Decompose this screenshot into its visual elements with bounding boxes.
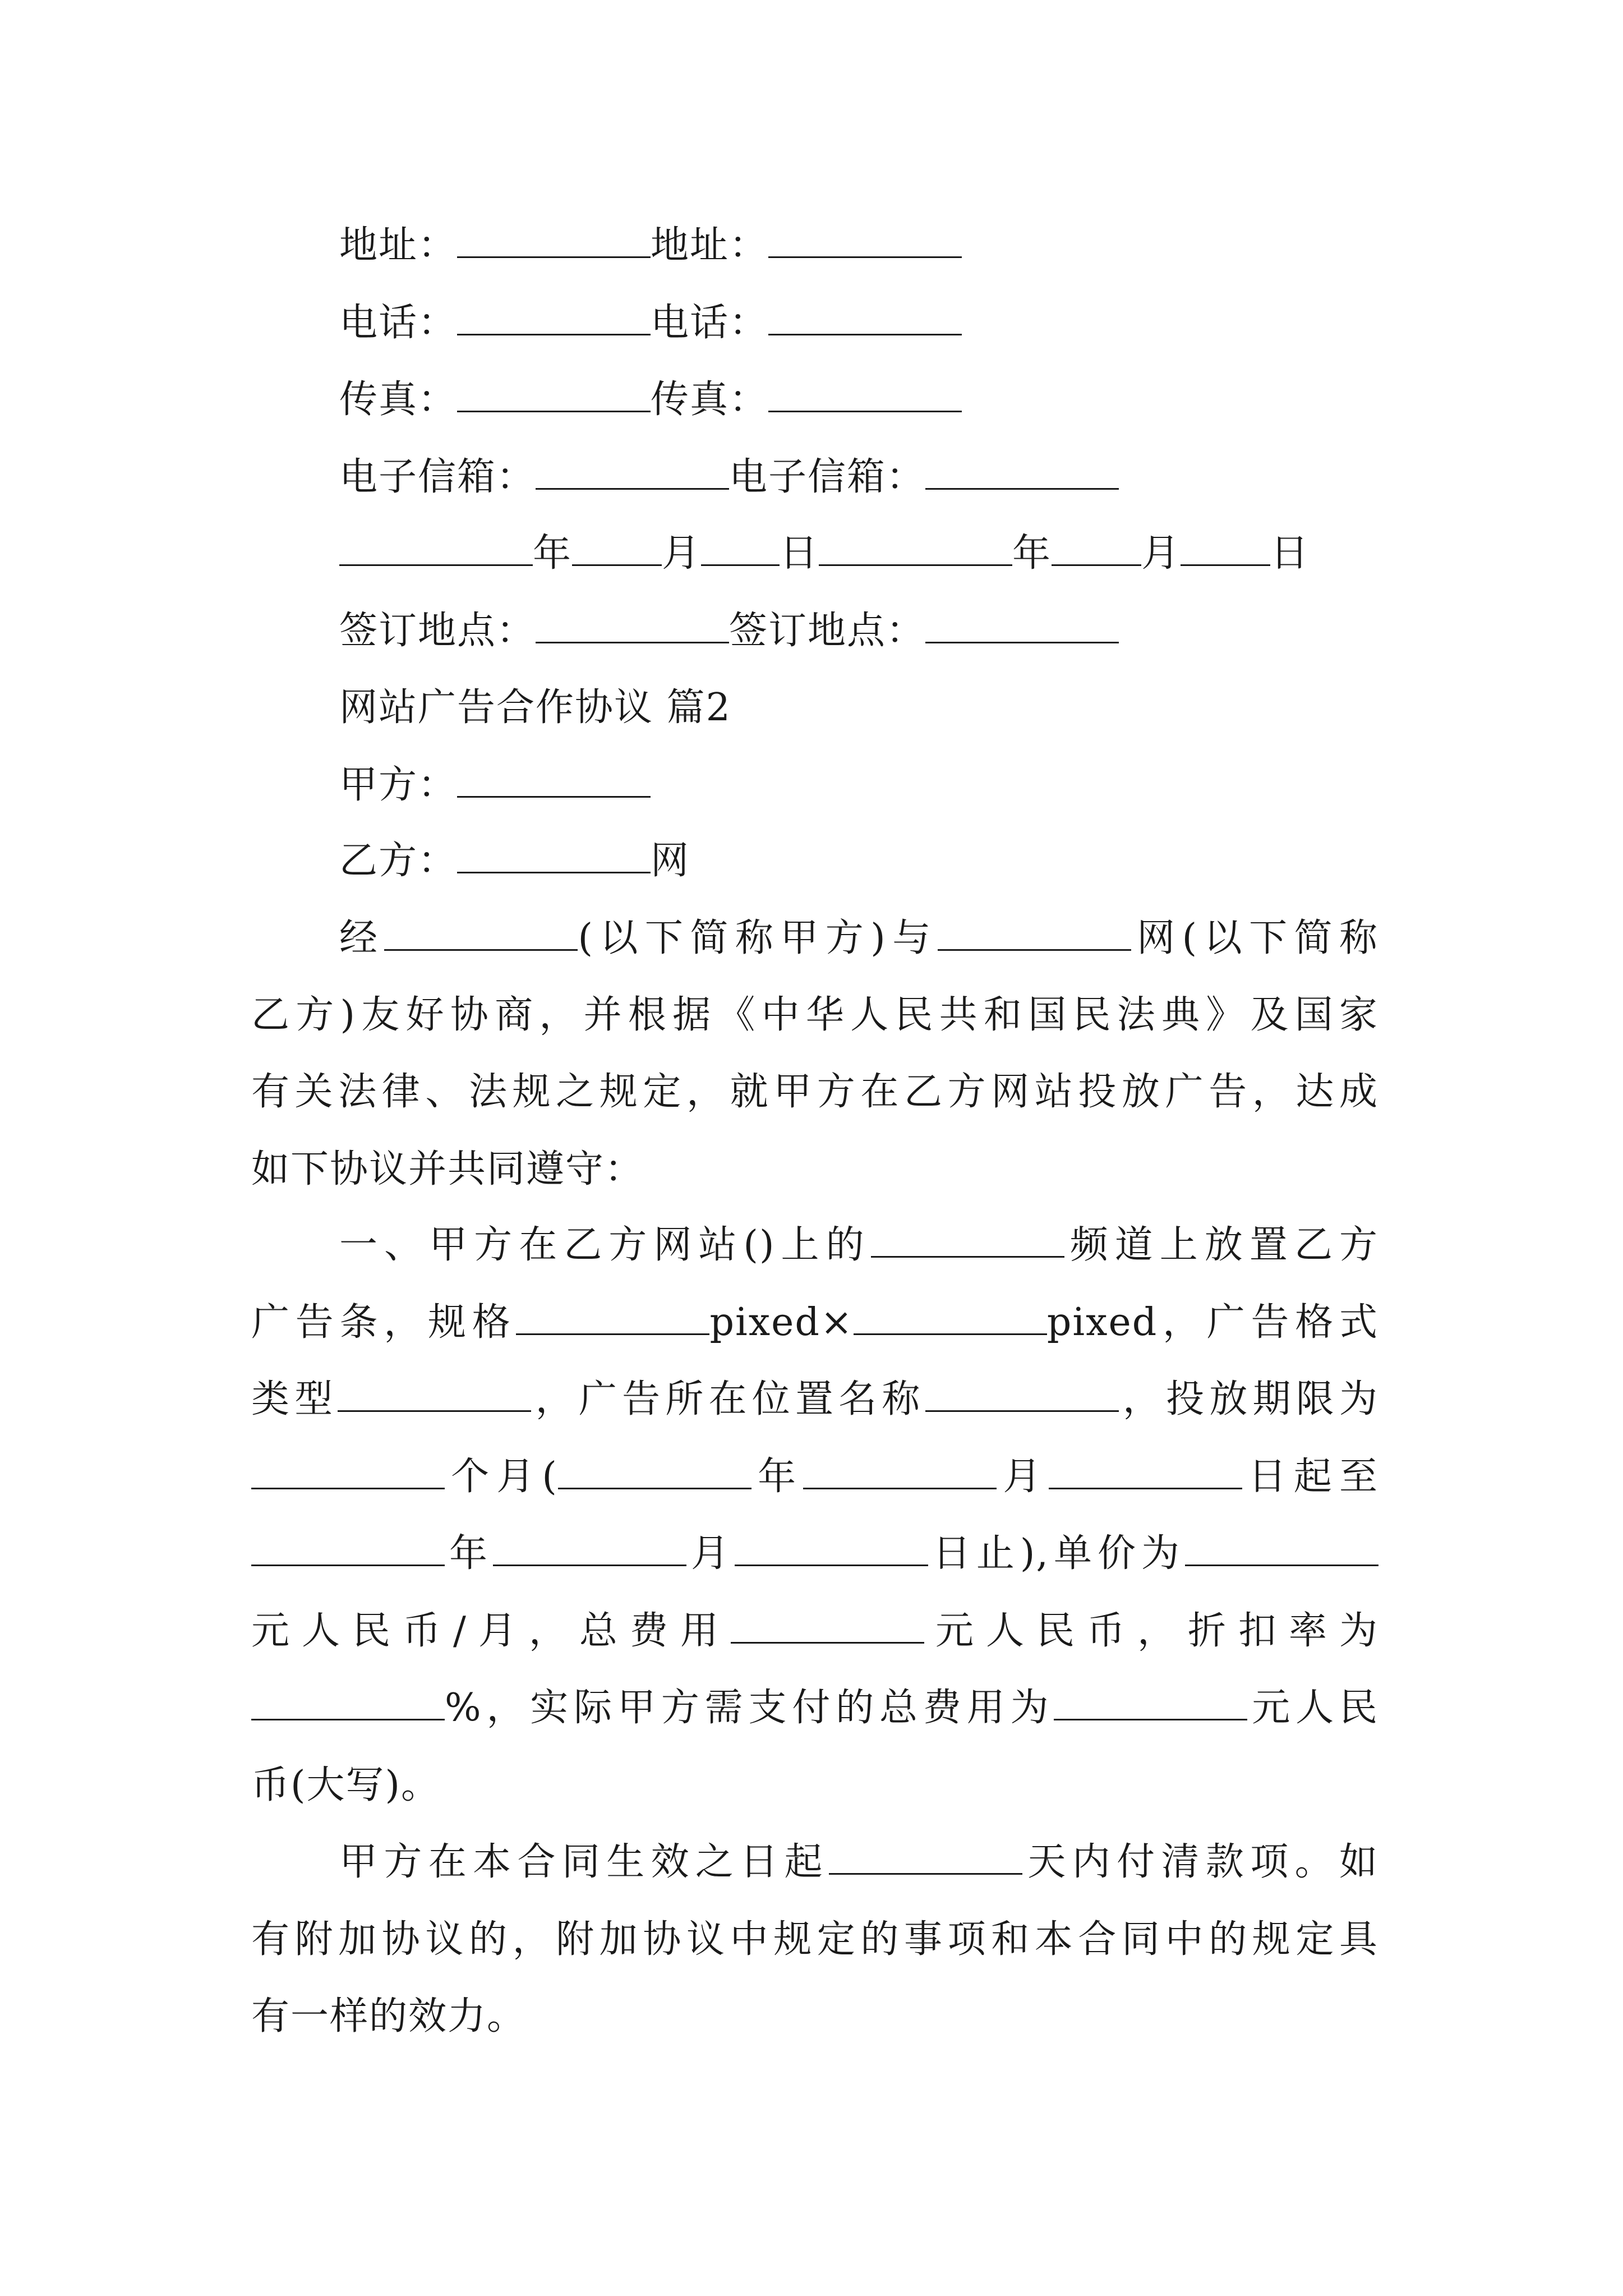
date-year-blank-b [819,535,1012,566]
party-a-row [339,763,1378,808]
clause1-line-8 [251,1763,1378,1808]
clause1-line-7 [251,1686,1378,1731]
address-label-b: 地址： [651,223,769,268]
date-day-blank-a [701,535,780,566]
fax-label-b: 传真： [651,378,769,422]
clause1-text-g1: %，实际甲方需支付的总费用为 [445,1686,1054,1730]
clause1-line-4 [251,1455,1378,1499]
signing-place-blank-b [925,613,1119,643]
email-row [339,455,1378,500]
clause1-text-b2: pixed× [709,1300,854,1345]
clause1-text-c2: ，广告所在位置名称 [531,1377,925,1421]
address-blank-a [457,227,651,258]
phone-row [339,301,1378,346]
intro-text-1: 经 [339,916,385,960]
intro-text-line-4: 如下协议并共同遵守： [251,1147,644,1191]
clause1-blank-width [516,1304,709,1335]
clause1-text-e3: 日止),单价为 [928,1531,1185,1576]
clause1-blank-end-year [251,1535,445,1566]
fax-blank-a [457,381,651,412]
clause1-text-b3: pixed，广告格式 [1046,1300,1378,1345]
party-b-label: 乙方： [339,839,458,883]
clause1-text-c3: ，投放期限为 [1118,1377,1378,1421]
clause1-blank-format [338,1381,531,1412]
clause1-blank-start-month [803,1458,997,1489]
clause1-text-d4: 日起至 [1242,1455,1378,1499]
phone-blank-b [768,305,962,335]
clause1-line-3 [251,1377,1378,1422]
signing-place-row [339,609,1378,654]
signing-place-label-a: 签订地点： [339,609,536,653]
clause1-blank-end-month [493,1535,686,1566]
clause1-text-f1: 元人民币/月，总费用 [251,1609,731,1653]
clause1-blank-total [731,1613,924,1644]
party-a-label: 甲方： [339,763,458,807]
clause1-text-f2: 元人民币，折扣率为 [924,1609,1378,1653]
intro-text-line-2: 乙方)友好协商，并根据《中华人民共和国民法典》及国家 [251,993,1378,1037]
phone-label-a: 电话： [339,301,458,345]
intro-blank-2 [938,920,1131,951]
clause1-text-d1: 个月( [445,1455,558,1499]
intro-text-3: 网(以下简称 [1131,916,1378,960]
payment-blank-days [829,1844,1022,1875]
date-month-blank-a [572,535,662,566]
clause1-text-a1: 一、甲方在乙方网站()上的 [339,1223,871,1267]
party-b-suffix: 网 [651,839,690,883]
fax-blank-b [768,381,962,412]
payment-text-line-3: 有一样的效力。 [251,1994,527,2039]
date-day-label-a: 日 [780,531,819,576]
signing-place-blank-a [536,613,729,643]
email-blank-b [925,459,1119,490]
party-a-blank [457,767,651,798]
clause1-blank-discount [251,1690,445,1720]
clause1-blank-unit-price [1185,1535,1378,1566]
intro-line-1 [339,916,1378,961]
phone-label-b: 电话： [651,301,769,345]
fax-row [339,378,1378,422]
date-day-label-b: 日 [1270,531,1310,576]
intro-blank-1 [384,920,578,951]
clause1-blank-height [854,1304,1047,1335]
clause1-text-d3: 月 [997,1455,1049,1499]
email-blank-a [536,459,729,490]
date-day-blank-b [1181,535,1270,566]
clause1-line-5 [251,1531,1378,1576]
agreement-title [339,685,1378,730]
payment-text-a2: 天内付清款项。如 [1022,1840,1378,1884]
date-year-blank-a [339,535,533,566]
clause1-text-h1: 币(大写)。 [251,1763,441,1807]
payment-line-2 [251,1917,1378,1962]
date-year-label-a: 年 [533,531,573,576]
clause1-blank-months [251,1458,445,1489]
clause1-text-e2: 月 [686,1531,735,1576]
clause1-blank-end-day [735,1535,928,1566]
clause1-text-g2: 元人民 [1247,1686,1378,1730]
date-month-label-a: 月 [662,531,702,576]
payment-text-a1: 甲方在本合同生效之日起 [339,1840,829,1884]
clause1-text-e1: 年 [445,1531,493,1576]
clause1-text-b1: 广告条，规格 [251,1300,517,1345]
clause1-blank-actual-total [1054,1690,1247,1720]
clause1-blank-position [925,1381,1119,1412]
fax-label-a: 传真： [339,378,458,422]
email-label-b: 电子信箱： [729,455,926,499]
intro-text-2: (以下简称甲方)与 [578,916,938,960]
agreement-title-text: 网站广告合作协议 篇2 [339,685,731,730]
payment-line-3 [251,1994,1378,2039]
party-b-row [339,839,1378,884]
clause1-text-c1: 类型 [251,1377,338,1421]
payment-text-line-2: 有附加协议的，附加协议中规定的事项和本合同中的规定具 [251,1917,1378,1962]
clause1-blank-channel [871,1227,1064,1258]
clause1-line-1 [339,1223,1378,1268]
signing-place-label-b: 签订地点： [729,609,926,653]
date-row [339,531,1378,576]
clause1-text-d2: 年 [751,1455,804,1499]
date-month-blank-b [1052,535,1141,566]
email-label-a: 电子信箱： [339,455,536,499]
address-blank-b [768,227,962,258]
clause1-text-a2: 频道上放置乙方 [1064,1223,1378,1267]
date-month-label-b: 月 [1141,531,1181,576]
date-year-label-b: 年 [1012,531,1052,576]
intro-line-3 [251,1070,1378,1115]
party-b-blank [457,843,651,873]
clause1-blank-start-year [558,1458,751,1489]
intro-line-4 [251,1147,1378,1192]
intro-text-line-3: 有关法律、法规之规定，就甲方在乙方网站投放广告，达成 [251,1070,1378,1114]
clause1-blank-start-day [1049,1458,1242,1489]
phone-blank-a [457,305,651,335]
address-label-a: 地址： [339,223,458,268]
clause1-line-2 [251,1300,1378,1345]
address-row [339,223,1378,268]
intro-line-2 [251,993,1378,1038]
clause1-line-6 [251,1609,1378,1654]
payment-line-1 [339,1840,1378,1885]
